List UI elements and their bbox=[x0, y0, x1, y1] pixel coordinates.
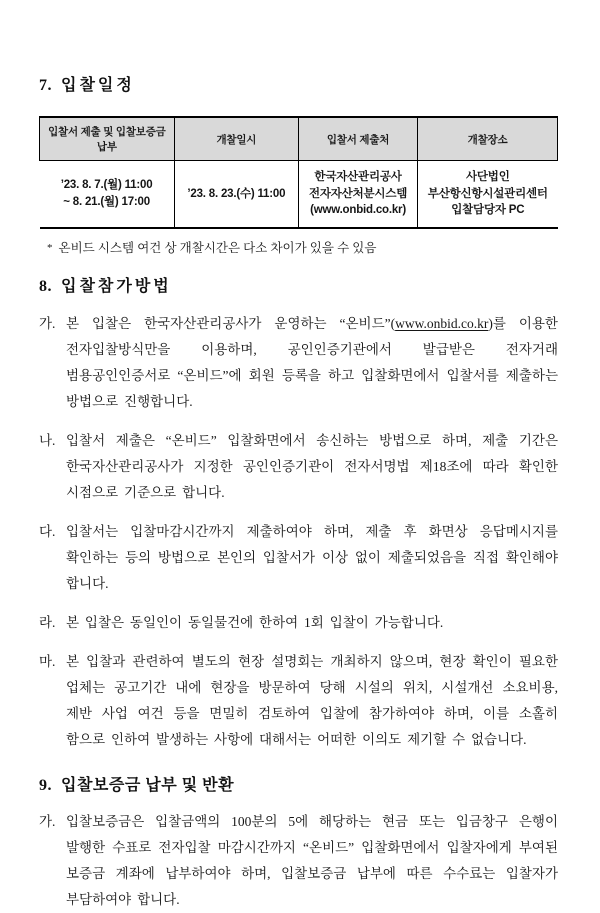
cell-submission-period bbox=[40, 161, 175, 229]
item-label: 가. bbox=[39, 316, 56, 332]
list-item bbox=[39, 428, 558, 506]
list-item bbox=[39, 649, 558, 753]
section-7-title: 입찰일정 bbox=[61, 77, 135, 94]
item-text: 입찰서는 입찰마감시간까지 제출하여야 하며, 제출 후 화면상 응답메시지를 확인하는 등의 방법으로 본인의 입찰서가 이상 없이 제출되었음을 직접 확인해야 합니다. bbox=[66, 524, 558, 592]
table-footnote bbox=[47, 238, 558, 256]
footnote-text: 온비드 시스템 여건 상 개찰시간은 다소 차이가 있을 수 있음 bbox=[58, 241, 377, 256]
participation-method-list bbox=[39, 311, 558, 753]
submission-place-url: (www.onbid.co.kr) bbox=[310, 204, 406, 217]
item-text: 입찰보증금은 입찰금액의 100분의 5에 해당하는 현금 또는 입금창구 은행이 발행한 수표로 전자입찰 마감시간까지 “온비드” 입찰화면에서 입찰자에게 부여된 보증금 계좌에 납부하여야 하며, 입찰보증금 납부에 따른 수수료는 입찰자가 부담하여야 합니다. bbox=[66, 814, 558, 908]
opening-place-org-type: 사단법인 bbox=[465, 171, 510, 183]
item-text: 입찰서 제출은 “온비드” 입찰화면에서 송신하는 방법으로 하며, 제출 기간은 한국자산관리공사가 지정한 공인인증기관이 전자서명법 제18조에 따라 확인한 시점으로 기준으로 합니다. bbox=[66, 433, 558, 501]
cell-submission-place bbox=[298, 161, 417, 229]
item-label: 다. bbox=[39, 524, 56, 540]
col-header-opening-datetime: 개찰일시 bbox=[174, 117, 298, 161]
submission-end: ~ 8. 21.(월) 17:00 bbox=[63, 196, 150, 208]
bid-schedule-table bbox=[39, 116, 558, 229]
asterisk-marker: * bbox=[47, 242, 53, 255]
col-header-submission-place: 입찰서 제출처 bbox=[298, 117, 417, 161]
col-header-opening-place: 개찰장소 bbox=[418, 117, 558, 161]
section-8-number: 8. bbox=[39, 278, 52, 296]
submission-place-org: 한국자산관리공사 bbox=[314, 171, 402, 183]
cell-opening-place bbox=[418, 161, 558, 229]
schedule-data-row bbox=[40, 161, 558, 229]
section-7-heading bbox=[39, 72, 558, 95]
section-9-number: 9. bbox=[39, 777, 52, 795]
list-item bbox=[39, 519, 558, 597]
cell-opening-datetime bbox=[174, 161, 298, 229]
section-9-heading bbox=[39, 772, 558, 795]
section-8-title: 입찰참가방법 bbox=[61, 278, 172, 296]
item-text: 본 입찰은 한국자산관리공사가 운영하는 “온비드”(www.onbid.co.kr)를 이용한 전자입찰방식만을 이용하며, 공인인증기관에서 발급받은 전자거래 범용공인인증서로 “온비드”에 회원 등록을 하고 입찰화면에서 입찰서를 제출하는 방법으로 진행합니다. bbox=[66, 316, 558, 410]
item-label: 나. bbox=[39, 433, 56, 449]
onbid-url-link[interactable]: www.onbid.co.kr bbox=[395, 316, 489, 332]
item-text: 본 입찰은 동일인이 동일물건에 한하여 1회 입찰이 가능합니다. bbox=[66, 615, 444, 631]
item-label: 마. bbox=[39, 654, 56, 670]
submission-place-system: 전자자산처분시스템 bbox=[308, 187, 408, 200]
opening-datetime: ’23. 8. 23.(수) 11:00 bbox=[187, 187, 286, 200]
schedule-header-row bbox=[40, 117, 558, 161]
deposit-payment-list bbox=[39, 809, 558, 913]
submission-start: ’23. 8. 7.(월) 11:00 bbox=[60, 179, 153, 192]
list-item bbox=[39, 610, 558, 636]
item-label: 라. bbox=[39, 615, 56, 631]
section-8-heading bbox=[39, 273, 558, 296]
item-text: 본 입찰과 관련하여 별도의 현장 설명회는 개최하지 않으며, 현장 확인이 필요한 업체는 공고기간 내에 현장을 방문하여 당해 시설의 위치, 시설개선 소요비용, 제반 사업 여건 등을 면밀히 검토하여 입찰에 참가하여야 하며, 이를 소홀히 함으로 인하여 발생하는 사항에 대해서는 어떠한 이의도 제기할 수 없습니다. bbox=[66, 654, 558, 748]
item-label: 가. bbox=[39, 814, 56, 830]
opening-place-org-name: 부산항신항시설관리센터 bbox=[427, 187, 548, 200]
col-header-submission-period: 입찰서 제출 및 입찰보증금 납부 bbox=[40, 117, 175, 161]
section-9-title: 입찰보증금 납부 및 반환 bbox=[61, 777, 235, 795]
list-item bbox=[39, 311, 558, 415]
list-item bbox=[39, 809, 558, 913]
section-7-number: 7. bbox=[39, 77, 52, 94]
opening-place-detail: 입찰담당자 PC bbox=[451, 204, 525, 217]
